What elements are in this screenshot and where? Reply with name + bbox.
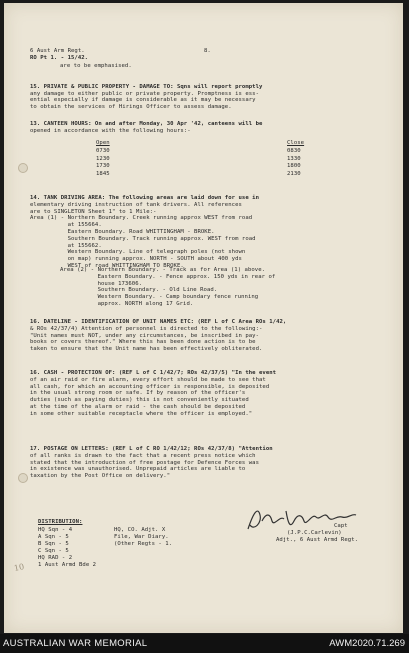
text-line: Western Boundary. Line of telegraph poles (not shown: [30, 249, 246, 256]
text-line: taken to ensure that the Unit name has been effectively obliterated.: [30, 346, 263, 353]
text-line: 13. CANTEEN HOURS: On and after Monday, 30 Apr '42, canteens will be: [30, 121, 263, 127]
text-line: 15. PRIVATE & PUBLIC PROPERTY - DAMAGE TO: Sqns will report promptly: [30, 84, 263, 90]
distribution-item: HQ RAD - 2: [38, 555, 73, 561]
distribution-item: File, War Diary.: [114, 534, 169, 540]
canteen-cell: 2130: [287, 170, 301, 177]
text-line: Western Boundary. - Camp boundary fence running: [60, 294, 259, 301]
text-line: on map) running approx. NORTH - SOUTH about 400 yds: [30, 256, 242, 263]
distribution-item: C Sqn - 5: [38, 548, 69, 554]
canteen-cell: 0730: [96, 148, 110, 154]
archive-footer: [0, 634, 409, 653]
text-line: WEST of road WHITTINGHAM TO BROKE.: [30, 263, 184, 269]
text-line: at 155664.: [30, 222, 102, 229]
unit-ref: 6 Aust Arm Regt.: [30, 48, 85, 54]
text-line: are to SINGLETON Sheet 1" to 1 Mile:-: [30, 208, 157, 215]
canteen-cell: 1845: [96, 170, 110, 177]
text-line: Eastern Boundary. Road WHITTINGHAM - BROKE.: [30, 229, 215, 235]
text-line: Area (2) - Northern Boundary. - Track as for Area (1) above.: [60, 267, 266, 273]
text-line: 14. TANK DRIVING AREA: The following areas are laid down for use in: [30, 195, 259, 201]
distribution-item: B Sqn - 5: [38, 541, 69, 547]
text-line: of all ranks is drawn to the fact that a recent press notice which: [30, 452, 256, 459]
text-line: in some other suitable receptacle where the officer is employed.": [30, 410, 253, 417]
margin-pencil-note: 10: [13, 562, 26, 573]
text-line: taxation by the Post Office on delivery.": [30, 473, 171, 480]
text-line: opened in accordance with the following hours:-: [30, 127, 191, 134]
text-line: & ROs 42/37/4) Attention of personnel is directed to the following:-: [30, 325, 263, 332]
text-line: all cash, for which an accounting officer is responsible, is deposited: [30, 383, 270, 390]
canteen-cell: Close: [287, 140, 305, 146]
text-line: Area (1) - Northern Boundary. Creek running approx WEST from road: [30, 215, 253, 222]
text-line: ential especially if damage is considerable as it may be necessary: [30, 97, 256, 104]
text-line: to obtain the services of Hirings Officer to assess damage.: [30, 104, 232, 111]
canteen-cell: 1800: [287, 163, 301, 169]
text-line: duties (such as paying duties) this is not conveniently situated: [30, 397, 249, 404]
distribution-item: HQ Sqn - 4: [38, 527, 73, 533]
footer-institution: AUSTRALIAN WAR MEMORIAL: [3, 638, 148, 649]
distribution-item: A Sqn - 5: [38, 534, 69, 540]
canteen-cell: 1730: [96, 163, 110, 169]
canteen-cell: 0830: [287, 148, 301, 154]
distribution-item: HQ, CO. Adjt. X: [114, 527, 166, 533]
signature-rank: Capt: [334, 523, 348, 529]
text-line: 16. CASH - PROTECTION OF: (REF L of C 1/42/7; ROs 42/37/5) "In the event: [30, 370, 277, 376]
canteen-cell: Open: [96, 140, 110, 146]
text-line: 17. POSTAGE ON LETTERS: (REF L of C RO 1/42/12; ROs 42/37/8) "Attention: [30, 446, 273, 452]
text-line: in the usual strong room or safe. If by reason of the officer's: [30, 390, 246, 397]
text-line: any damage to either public or private property. Promptness is ess-: [30, 90, 259, 97]
footer-accession-number: AWM2020.71.269: [329, 638, 405, 649]
text-line: at 155662.: [30, 242, 102, 249]
text-line: books or covers thereof." Where this has been done action is to be: [30, 339, 256, 346]
text-line: house 173606.: [60, 280, 143, 287]
distribution-item: 1 Aust Armd Bde 2: [38, 562, 97, 568]
text-line: Southern Boundary. Track running approx. WEST from road: [30, 235, 256, 242]
text-line: elementary driving instruction of tank drivers. All references: [30, 201, 242, 208]
page-number: 8.: [204, 48, 211, 54]
signature-title: Adjt., 6 Aust Armd Regt.: [276, 537, 359, 543]
canteen-cell: 1330: [287, 155, 301, 162]
text-line: of an air raid or fire alarm, every effort should be made to see that: [30, 376, 266, 383]
text-line: 16. DATELINE - IDENTIFICATION OF UNIT NAMES ETC: (REF L of C Area ROs 1/42,: [30, 319, 287, 325]
canteen-cell: 1230: [96, 155, 110, 162]
continued-line: are to be emphasised.: [60, 63, 132, 69]
text-line: at the time of the alarm or raid - the cash should be deposited: [30, 404, 246, 410]
document-page: [4, 3, 403, 633]
distribution-item: (Other Regts - 1.: [114, 541, 173, 547]
signature-name: (J.P.C.Carlevin): [287, 530, 342, 536]
ro-ref: RO Pt 1. - 15/42.: [30, 55, 89, 61]
text-line: stated that the introduction of free postage for Defence Forces was: [30, 459, 259, 466]
text-line: approx. NORTH along 17 Grid.: [60, 301, 194, 307]
text-line: "Unit names must NOT, under any circumstances, be inscribed in pay-: [30, 332, 259, 339]
text-line: in existence was unauthorised. Unprepaid articles are liable to: [30, 466, 246, 473]
distribution-heading: DISTRIBUTION:: [38, 519, 83, 525]
text-line: Southern Boundary. - Old Line Road.: [60, 287, 218, 294]
text-line: Eastern Boundary. - Fence approx. 150 yds in rear of: [60, 273, 276, 280]
